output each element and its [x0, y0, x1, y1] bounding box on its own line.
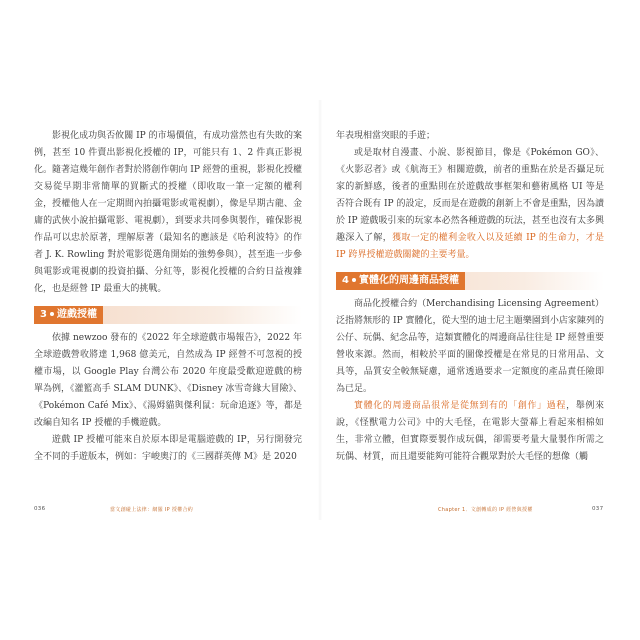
dot-separator-icon	[352, 278, 356, 282]
right-paragraph-2	[336, 145, 604, 264]
section-number: 4	[342, 275, 349, 286]
highlight-text: 獲取一定的權利金收入以及延續 IP 的生命力，才是 IP 跨界授權遊戲關鍵的主要考量。	[336, 233, 604, 260]
section-title: 遊戲授權	[56, 309, 97, 320]
section-number: 3	[40, 309, 47, 320]
left-page-number: 036	[34, 506, 46, 512]
section-title: 實體化的周邊商品授權	[358, 275, 459, 286]
left-page	[34, 128, 302, 466]
left-paragraph-1: 影視化成功與否攸關 IP 的市場價值，有成功當然也有失敗的案例，甚至 10 件賣出影視化授權的 IP，可能只有 1、2 件真正影視化。隨著這幾年創作者對於將創作朝向 IP 經營的重視，影視化授權交易從早期非常簡單的買斷式的授權（即收取一筆一定額的權利金，授權他人在一定期間內拍攝電影或電視劇），像是早期古龍、金庸的武俠小說拍攝電影、電視劇），到要求共同參與製作，確保影視作品可以忠於原著，理解原著（最知名的應該是《哈利波特》的作者 J. K. Rowling 對於電影從選角開始的強勢參與），甚至進一步參與電影或電視劇的投資拍攝、分紅等，影視化授權的合約日益複雜化，也是經營 IP 最重大的挑戰。	[34, 131, 302, 294]
page-gutter	[318, 100, 322, 520]
right-paragraph-4-text: ，舉例來說，《怪獸電力公司》中的大毛怪，在電影大螢幕上看起來相棉如生，非常立體，但實際要製作成玩偶，卻需要考量大量製作所需之玩偶、材質，而且還要能夠可能符合觀眾對於大毛怪的想像（觸	[336, 401, 604, 462]
highlight-text: 實體化的周邊商品很常是從無到有的「創作」過程	[354, 401, 567, 411]
section-heading-4	[336, 272, 604, 290]
left-running-footer: 當文創碰上法律：網羅 IP 授權合約	[110, 507, 194, 513]
section-heading-3	[34, 306, 302, 324]
right-paragraph-3: 商品化授權合約（Merchandising Licensing Agreement）泛指將無形的 IP 實體化，從大型的迪士尼主題樂園到小店家陳列的公仔、玩偶、紀念品等，這類實體化的周邊商品往往是 IP 經營重要營收來源。然而，相較於平面的圖像授權是在常見的日常用品、文具等，品質安全較無疑慮，通常透過要求一定額度的產品責任險即為已足。	[336, 299, 604, 394]
right-paragraph-2-text: 或是取材自漫畫、小說、影視節目，像是《Pokémon GO》、《火影忍者》或《航海王》相關遊戲，前者的重點在於是否攝足玩家的新鮮感，後者的重點則在於遊戲故事框架和藝術風格 UI 等是否符合既有 IP 的設定，反而是在遊戲的創新上不會是重點，因為讀於 IP 遊戲吸引來的玩家本必然各種遊戲的玩法，甚至也沒有太多興趣深入了解，	[336, 148, 604, 243]
section-number-badge	[336, 272, 465, 290]
right-page	[336, 128, 604, 466]
left-paragraph-2: 依據 newzoo 發布的《2022 年全球遊戲市場報告》，2022 年全球遊戲營收將達 1,968 億美元，自然成為 IP 經營不可忽視的授權市場，以 Google Play 台灣公布 2020 年度最受歡迎遊戲的榜單為例，《灌籃高手 SLAM DUNK》、《Disney 冰雪奇緣大冒險》、《Pokémon Café Mix》、《湯姆貓與傑利鼠：玩命追逐》等，都是改編自知名 IP 授權的手機遊戲。	[34, 333, 302, 428]
dot-separator-icon	[50, 312, 54, 316]
left-paragraph-3: 遊戲 IP 授權可能來自於原本即是電腦遊戲的 IP，另行開發完全不同的手遊版本，例如：宇峻奧汀的《三國群英傳 M》是 2020	[34, 435, 302, 462]
right-paragraph-1: 年表現相當突眼的手遊；	[336, 131, 436, 141]
right-paragraph-4	[336, 398, 604, 466]
right-page-number: 037	[592, 506, 604, 512]
right-running-footer: Chapter 1．文創轉成的 IP 經營與授權	[438, 507, 533, 513]
section-number-badge	[34, 306, 103, 324]
